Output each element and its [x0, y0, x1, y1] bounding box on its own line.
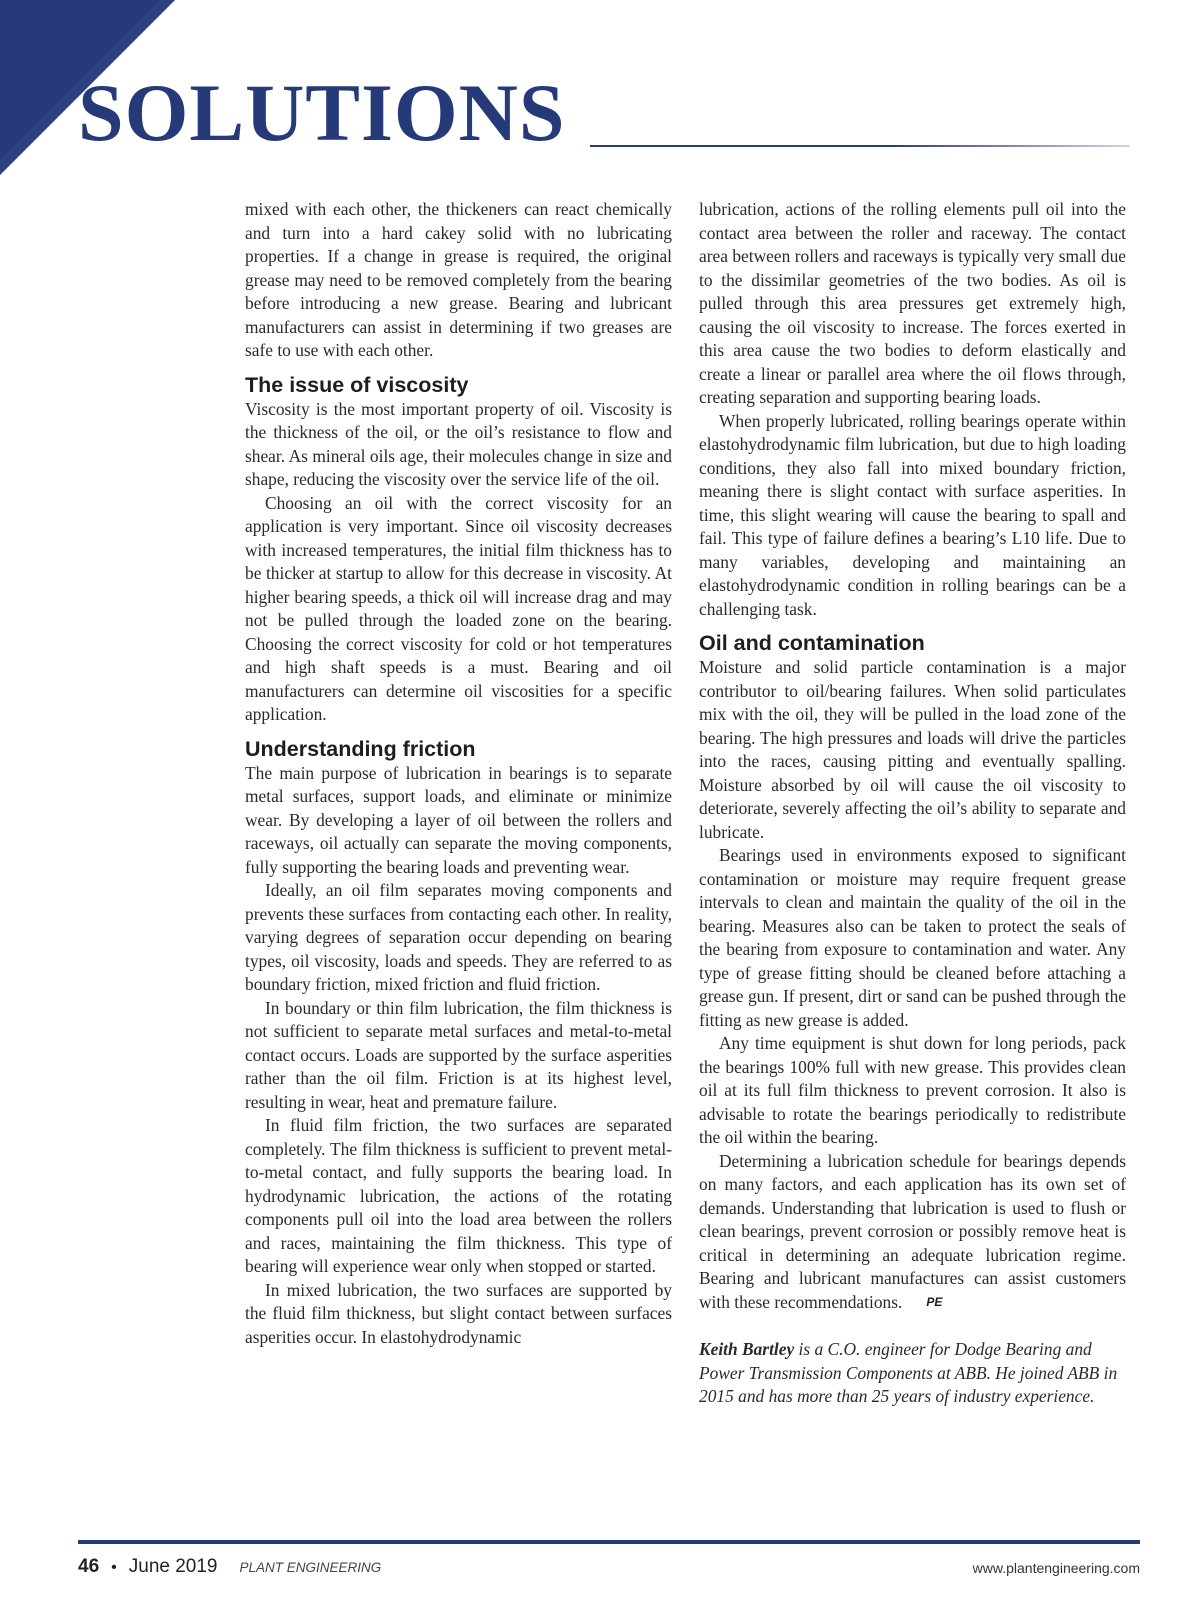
page-number: 46 — [78, 1556, 100, 1577]
pe-end-mark-icon: PE — [926, 1294, 943, 1309]
continued-paragraph-2: When properly lubricated, rolling bearings operate within elastohydrodynamic film lubrication, but due to high loading conditions, they also fall into mixed boundary friction, meaning there is slight contact with surface asperities. In time, this slight wearing will cause the bearing to spall and fail. This type of failure defines a bearing’s L10 life. Due to many variables, developing and maintaining an elastohydrodynamic condition in rolling bearings can be a challenging task. — [699, 410, 1126, 619]
publication-name: PLANT ENGINEERING — [239, 1560, 382, 1575]
oil-paragraph-4-text: Determining a lubrication schedule for bearings depends on many factors, and each application has its own set of demands. Understanding that lubrication is used to flush or clean bearings, prevent corrosion or possibly remove heat is critical in determining an adequate lubrication regime. Bearing and lubricant manufactures can assist customers with these recommendations. — [699, 1150, 1126, 1312]
author-bio-text: is a C.O. engineer for Dodge Bearing and Power Transmission Components at ABB. He joined ABB in 2015 and has more than 25 years of industry experience. — [699, 1339, 1118, 1406]
footer-rule — [78, 1540, 1140, 1544]
continued-paragraph-1: lubrication, actions of the rolling elements pull oil into the contact area between the roller and raceway. The contact area between rollers and raceways is typically very small due to the dissimilar geometries of the two bodies. As oil is pulled through this area pressures get extremely high, causing the oil viscosity to increase. The forces exerted in this area cause the two bodies to deform elastically and create a linear or parallel area where the oil flows through, creating separation and supporting bearing loads. — [699, 199, 1126, 407]
friction-paragraph-1: The main purpose of lubrication in bearings is to separate metal surfaces, support loads, and eliminate or minimize wear. By developing a layer of oil between the rollers and raceways, oil actually can separate the moving components, fully supporting the bearing loads and preventing wear. — [245, 762, 672, 877]
oil-paragraph-1: Moisture and solid particle contamination is a major contributor to oil/bearing failures. When solid particulates mix with the oil, they will be pulled in the load zone of the bearing. The high pressures and loads will drive the particles into the races, causing pitting and eventually spalling. Moisture absorbed by oil will cause the oil viscosity to deteriorate, severely affecting the oil’s ability to separate and lubricate. — [699, 657, 1126, 842]
viscosity-paragraph-1: Viscosity is the most important property of oil. Viscosity is the thickness of the oil, or the oil’s resistance to flow and shear. As mineral oils age, their molecules change in size and shape, reducing the viscosity over the service life of the oil. — [245, 398, 672, 489]
friction-paragraph-3: In boundary or thin film lubrication, the film thickness is not sufficient to separate metal surfaces and metal-to-metal contact occurs. Loads are supported by the surface asperities rather than the oil film. Friction is at its highest level, resulting in wear, heat and premature failure. — [245, 997, 672, 1112]
friction-heading: Understanding friction — [245, 736, 476, 761]
friction-paragraph-4: In fluid film friction, the two surfaces are separated completely. The film thickness is sufficient to prevent metal-to-metal contact, and fully supports the bearing load. In hydrodynamic lubrication, the actions of the rotating components pull oil into the load area between the rollers and races, maintaining the film thickness. This type of bearing will experience wear only when stopped or started. — [245, 1115, 672, 1276]
left-column — [245, 198, 672, 1349]
website-link[interactable]: www.plantengineering.com — [972, 1560, 1140, 1576]
right-column — [699, 198, 1126, 1409]
oil-paragraph-4 — [699, 1150, 1126, 1315]
friction-paragraph-5: In mixed lubrication, the two surfaces are supported by the fluid film thickness, but slight contact between surfaces asperities occur. In elastohydrodynamic — [245, 1279, 672, 1347]
oil-contamination-heading: Oil and contamination — [699, 631, 925, 655]
section-title: SOLUTIONS — [78, 67, 566, 158]
oil-paragraph-3: Any time equipment is shut down for long periods, pack the bearings 100% full with new grease. This provides clean oil at its full film thickness to prevent corrosion. It also is advisable to rotate the bearings periodically to redistribute the oil within the bearing. — [699, 1033, 1126, 1147]
oil-paragraph-2: Bearings used in environments exposed to significant contamination or moisture may require frequent grease intervals to clean and maintain the quality of the oil in the bearing. Measures also can be taken to protect the seals of the bearing from exposure to contamination and water. Any type of grease fitting should be cleaned before attaching a grease gun. If present, dirt or sand can be pushed through the fitting as new grease is added. — [699, 845, 1126, 1030]
title-rule — [590, 145, 1130, 147]
issue-date: June 2019 — [128, 1556, 218, 1577]
footer-left — [78, 1556, 381, 1578]
footer-separator: • — [111, 1559, 117, 1576]
viscosity-heading: The issue of viscosity — [245, 372, 469, 397]
friction-paragraph-2: Ideally, an oil film separates moving components and prevents these surfaces from contacting each other. In reality, varying degrees of separation occur depending on bearing types, oil viscosity, loads and speeds. They are referred to as boundary friction, mixed friction and fluid friction. — [245, 880, 672, 994]
viscosity-paragraph-2: Choosing an oil with the correct viscosity for an application is very important. Since oil viscosity decreases with increased temperatures, the initial film thickness has to be thicker at startup to allow for this decrease in viscosity. At higher bearing speeds, a thick oil will increase drag and may not be pulled through the loaded zone on the bearing. Choosing the correct viscosity for cold or hot temperatures and high shaft speeds is a must. Bearing and oil manufacturers can determine oil viscosities for a specific application. — [245, 492, 672, 724]
intro-paragraph: mixed with each other, the thickeners can react chemically and turn into a hard cakey solid with no lubricating properties. If a change in grease is required, the original grease may need to be removed completely from the bearing before introducing a new grease. Bearing and lubricant manufacturers can assist in determining if two greases are safe to use with each other. — [245, 199, 672, 360]
author-bio — [699, 1338, 1126, 1409]
author-name: Keith Bartley — [699, 1339, 795, 1359]
